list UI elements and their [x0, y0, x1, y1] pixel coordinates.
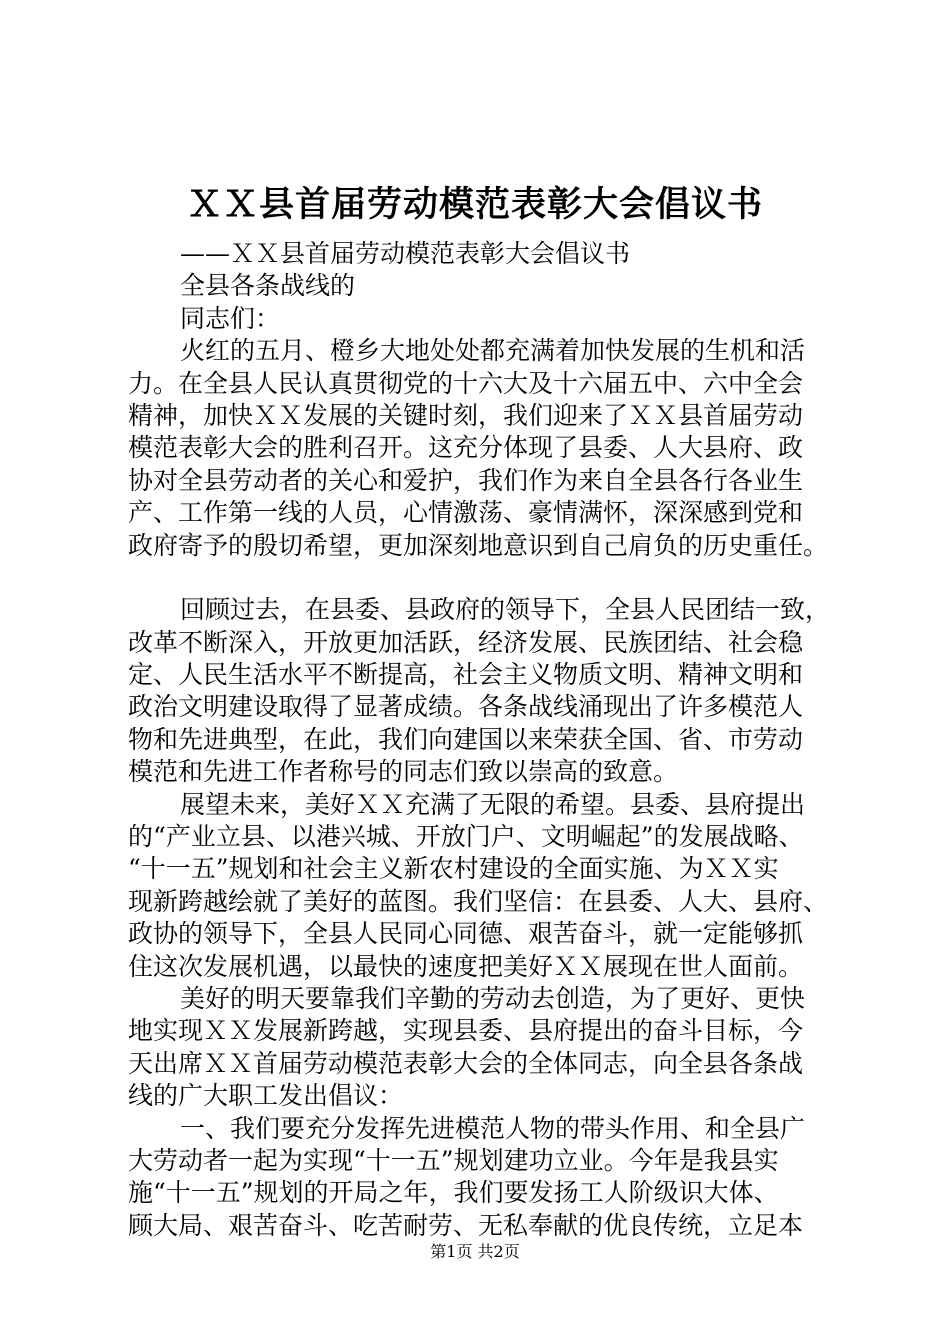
paragraph-line: 定、人民生活水平不断提高，社会主义物质文明、精神文明和 — [128, 660, 804, 690]
paragraph-line: 大劳动者一起为实现“十一五”规划建功立业。今年是我县实 — [128, 1145, 779, 1175]
document-body — [128, 238, 852, 1242]
paragraph-line: 住这次发展机遇，以最快的速度把美好ＸＸ展现在世人面前。 — [128, 951, 804, 981]
paragraph-line: 政治文明建设取得了显著成绩。各条战线涌现出了许多模范人 — [128, 692, 804, 722]
paragraph-line: 顾大局、艰苦奋斗、吃苦耐劳、无私奉献的优良传统，立足本 — [128, 1210, 804, 1240]
document-title: ＸＸ县首届劳动模范表彰大会倡议书 — [186, 184, 763, 225]
paragraph-line: 模范表彰大会的胜利召开。这充分体现了县委、人大县府、政 — [128, 433, 804, 463]
paragraph-line: 一、我们要充分发挥先进模范人物的带头作用、和全县广 — [180, 1113, 806, 1143]
paragraph-line: 天出席ＸＸ首届劳动模范表彰大会的全体同志，向全县各条战 — [128, 1048, 804, 1078]
paragraph-line: 政府寄予的殷切希望，更加深刻地意识到自己肩负的历史重任。 — [128, 530, 829, 560]
paragraph-line: 协对全县劳动者的关心和爱护，我们作为来自全县各行各业生 — [128, 465, 804, 495]
paragraph-line: 地实现ＸＸ发展新跨越，实现县委、县府提出的奋斗目标，今 — [128, 1016, 804, 1046]
paragraph-line: 的“产业立县、以港兴城、开放门户、文明崛起”的发展战略、 — [128, 822, 804, 852]
salutation-line: 全县各条战线的 — [180, 271, 356, 301]
paragraph-line: 产、工作第一线的人员，心情激荡、豪情满怀，深深感到党和 — [128, 498, 804, 528]
paragraph-line: 现新跨越绘就了美好的蓝图。我们坚信：在县委、人大、县府、 — [128, 886, 829, 916]
subtitle-line: ——ＸＸ县首届劳动模范表彰大会倡议书 — [180, 239, 631, 268]
paragraph-line: 模范和先进工作者称号的同志们致以崇高的致意。 — [128, 757, 679, 787]
paragraph-line: 精神，加快ＸＸ发展的关键时刻，我们迎来了ＸＸ县首届劳动 — [128, 400, 804, 430]
paragraph-line: 改革不断深入，开放更加活跃，经济发展、民族团结、社会稳 — [128, 627, 804, 657]
page-number-footer: 第1页 共2页 — [430, 1242, 520, 1261]
paragraph-line: 力。在全县人民认真贯彻党的十六大及十六届五中、六中全会 — [128, 368, 804, 398]
paragraph-line: 物和先进典型，在此，我们向建国以来荣获全国、省、市劳动 — [128, 724, 804, 754]
paragraph-line: “十一五”规划和社会主义新农村建设的全面实施、为ＸＸ实 — [128, 854, 779, 884]
paragraph-line: 回顾过去，在县委、县政府的领导下，全县人民团结一致， — [180, 595, 831, 625]
paragraph-line: 线的广大职工发出倡议： — [128, 1081, 404, 1111]
paragraph-line: 美好的明天要靠我们辛勤的劳动去创造，为了更好、更快 — [180, 983, 806, 1013]
paragraph-line: 施“十一五”规划的开局之年，我们要发扬工人阶级识大体、 — [128, 1178, 779, 1208]
paragraph-spacer — [128, 562, 852, 594]
paragraph-line: 火红的五月、橙乡大地处处都充满着加快发展的生机和活 — [180, 336, 806, 366]
paragraph-line: 展望未来，美好ＸＸ充满了无限的希望。县委、县府提出 — [180, 789, 806, 819]
salutation-line: 同志们： — [180, 303, 281, 333]
paragraph-line: 政协的领导下，全县人民同心同德、艰苦奋斗，就一定能够抓 — [128, 919, 804, 949]
